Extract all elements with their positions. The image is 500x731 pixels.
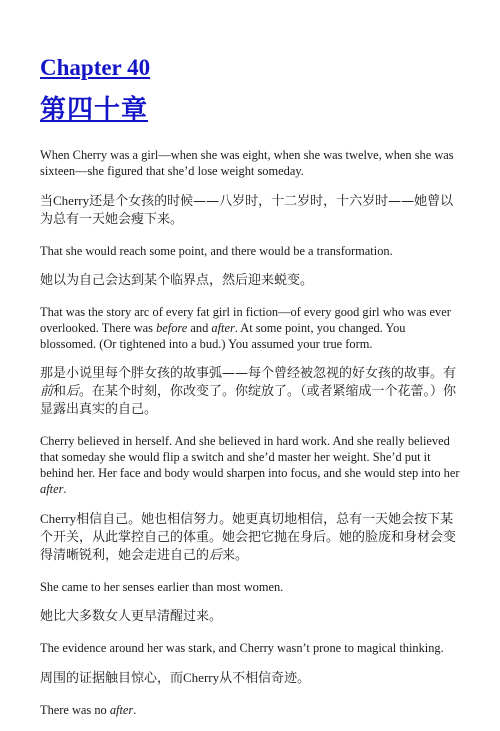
chinese-paragraph	[40, 272, 464, 290]
english-paragraph	[40, 147, 464, 179]
text-run: 周围的证据触目惊心，而	[40, 671, 184, 686]
english-paragraph	[40, 640, 464, 656]
emphasis-text: 后	[66, 384, 80, 399]
text-run: Cherry	[53, 193, 90, 208]
text-run: 。在某个时刻，你改变了。你绽放了。（或者紧缩成一个花蕾。）你显露出真实的自己。	[40, 384, 457, 417]
text-run: .	[133, 703, 137, 717]
text-run: 从不相信奇迹。	[219, 671, 311, 686]
chinese-paragraph	[40, 669, 464, 688]
text-run: That she would reach some point, and there would be a transformation.	[40, 244, 393, 258]
text-run: Cherry	[40, 511, 77, 526]
text-run: Cherry believed in herself. And she believed in hard work. And she really believed that someday she would flip a switch and she’d master her weight. She’d put it behind her. Her face and body would sharpen into focus, and she would step into her	[40, 434, 460, 480]
english-paragraph	[40, 243, 464, 259]
emphasis-text: after	[40, 482, 64, 496]
emphasis-text: 后	[209, 548, 223, 563]
english-paragraph	[40, 433, 464, 497]
chapter-page	[40, 56, 464, 731]
chinese-paragraph	[40, 365, 464, 419]
text-run: 她以为自己会达到某个临界点，然后迎来蜕变。	[40, 273, 314, 288]
text-run: There was no	[40, 703, 110, 717]
english-paragraph	[40, 579, 464, 595]
text-run: 那是小说里每个胖女孩的故事弧——每个曾经被忽视的好女孩的故事。有	[40, 366, 457, 381]
text-run: That was the story arc of every fat girl in fiction—of every good girl who was ever overlooked. There was	[40, 305, 451, 335]
emphasis-text: before	[156, 321, 188, 335]
text-run: The evidence around her was stark, and Cherry wasn’t prone to magical thinking.	[40, 641, 444, 655]
text-run: 相信自己。她也相信努力。她更真切地相信，总有一天她会按下某个开关，从此掌控自己的体重。她会把它抛在身后。她的脸庞和身材会变得清晰锐利，她会走进自己的	[40, 512, 457, 563]
text-run: 还是个女孩的时候——八岁时，十二岁时，十六岁时——她曾以为总有一天她会瘦下来。	[40, 194, 454, 227]
text-run: 和	[53, 384, 67, 399]
emphasis-text: 前	[40, 384, 54, 399]
english-paragraph	[40, 304, 464, 352]
text-run: . At some point, you changed. You blossomed. (Or tightened into a bud.) You assumed your true form.	[40, 321, 406, 351]
emphasis-text: after	[211, 321, 235, 335]
chapter-body	[40, 147, 464, 718]
english-paragraph	[40, 702, 464, 718]
chapter-title-zh-link[interactable]: 第四十章	[40, 95, 149, 125]
text-run: 当	[40, 194, 54, 209]
emphasis-text: after	[109, 703, 134, 717]
text-run: .	[63, 482, 67, 496]
text-run: 来。	[222, 548, 249, 563]
chinese-paragraph	[40, 192, 464, 229]
chinese-paragraph	[40, 608, 464, 626]
text-run: Cherry	[183, 670, 220, 685]
text-run: and	[187, 321, 212, 335]
chinese-paragraph	[40, 510, 464, 565]
text-run: When Cherry was a girl—when she was eight, when she was twelve, when she was sixteen—she figured that she’d lose weight someday.	[40, 148, 454, 178]
text-run: She came to her senses earlier than most women.	[40, 580, 284, 594]
text-run: 她比大多数女人更早清醒过来。	[40, 609, 223, 624]
chapter-title-en-link[interactable]: Chapter 40	[40, 55, 151, 80]
